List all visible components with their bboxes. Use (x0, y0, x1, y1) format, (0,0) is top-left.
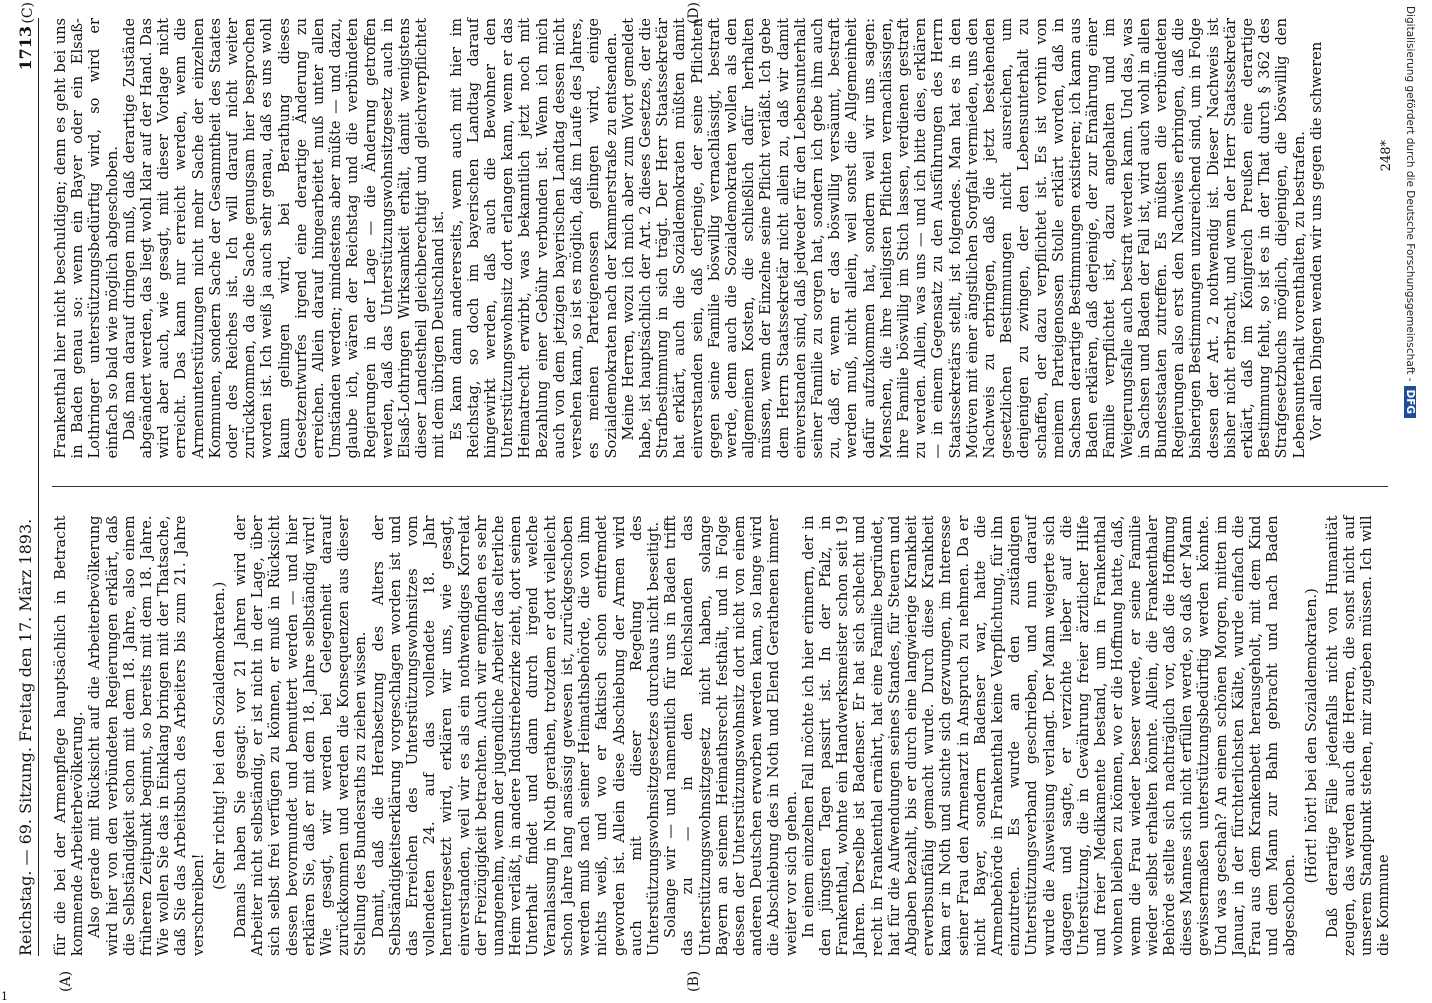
margin-marker-d: (D) (686, 2, 702, 25)
column-divider (52, 487, 1388, 488)
interjection: (Hört! hört! bei den Sozialdemokraten.) (1302, 588, 1320, 884)
paragraph: In einem einzelnen Fall möchte ich hier erinnern, der in den jüngsten Tagen passirt ist. In der Pfalz, in Frankenthal, wohnte ein Handwerksmeister schon seit 19 Jahren. Derselbe ist Badenser. Er hat sich schlecht und recht in Frankenthal ernährt, hat eine Familie begründet, hat für die Aufwendungen seines Standes, für Steuern und Abgaben bezahlt, bis er durch eine langwierige Krankheit erwerbsunfähig gemacht wurde. Durch diese Krankheit kam er in Noth und suchte sich gezwungen, im Interesse seiner Frau den Armenarzt in Anspruch zu nehmen. Da er nicht Bayer, sondern Badenser war, hatte die Armenbehörde in Frankenthal keine Verpflichtung, für ihn einzutreten. Es wurde an den zuständigen Unterstützungsverband geschrieben, und nun darauf wurde die Ausweisung verlangt. Der Mann weigerte sich dagegen und sagte, er verzichte lieber auf die Unterstützung, die in Gewährung freier ärztlicher Hilfe und freier Medikamente bestand, um in Frankenthal wohnen bleiben zu können, wo er die Hoffnung hatte, daß, wenn die Frau wieder besser werde, er seine Familie wieder selbst erhalten könnte. Allein, die Frankenthaler Behörde stellte sich nachträglich vor, daß die Hoffnung dieses Mannes sich nicht erfüllen werde, so daß der Mann gewissermaßen unterstützungsbedürftig werden könnte. Und was geschah? An einem schönen Morgen, mitten im Januar, in der fürchterlichsten Kälte, wurde einfach die Frau aus dem Krankenbett herausgeholt, mit dem Kind und dem Mann zur Bahn gebracht und nach Baden abgeschoben. (799, 515, 1299, 956)
paragraph: Meine Herren, wozu ich mich aber zum Wort gemeldet habe, ist hauptsächlich der Art. 2 dieses Gesetzes, der die Strafbestimmung in sich trägt. Der Herr Staatssekretär hat erklärt, auch die Sozialdemokraten müßten damit einverstanden sein, daß derjenige, der seine Pflichten gegen seine Familie böswillig vernachlässigt, bestraft werde, denn auch die Sozialdemokraten wollen als den allgemeinen Kosten, die schließlich dafür herhalten müssen, wenn der Einzelne seine Pflicht verläßt. Ich gebe dem Herrn Staatssekretär nicht allein zu, daß wir damit einverstanden sind, daß jedweder für den Lebensunterhalt seiner Familie zu sorgen hat, sondern ich gebe ihm auch zu, daß er, wenn er das böswillig versäumt, bestraft werden muß, nicht allein, weil sonst die Allgemeinheit dafür aufzukommen hat, sondern weil wir uns sagen: Menschen, die ihre heiligsten Pflichten vernachlässigen, ihre Familie böswillig im Stich lassen, verdienen gestraft zu werden. Allein, was uns — und ich bitte dies, erklären — in einem Gegensatz zu den Ausführungen des Herrn Staatssekretärs stellt, ist folgendes. Man hat es in den Motiven mit einer ängstlichen Sorgfalt vermieden, uns den Nachweis zu erbringen, daß die jetzt bestehenden gesetzlichen Bestimmungen nicht ausreichen, um denjenigen zu zwingen, der den Lebensunterhalt zu schaffen, der dazu verpflichtet ist. Es ist vorhin von meinem Parteigenossen Stolle erklärt worden, daß in Sachsen derartige Bestimmungen existieren; ich kann aus Baden erklären, daß derjenige, der zur Ernährung einer Familie verpflichtet ist, dazu angehalten und im Weigerungsfalle auch bestraft werden kann. Und das, was in Sachsen und Baden der Fall ist, wird auch wohl in allen Bundesstaaten zutreffen. Es müßten die verbündeten Regierungen also erst den Nachweis erbringen, daß die bisherigen Bestimmungen unzureichend sind, um in Folge dessen der Art. 2 nothwendig ist. Dieser Nachweis ist bisher nicht erbracht, und wenn der Herr Staatssekretär erklärt, daß im Königreich Preußen eine derartige Bestimmung fehlt, so ist es in der That durch § 362 des Strafgesetzbuchs möglich, diejenigen, die böswillig den Lebensunterhalt vorenthalten, zu bestrafen. (619, 18, 1308, 459)
paragraph: für die bei der Armenpflege hauptsächlich in Betracht kommende Arbeiterbevölkerung. (52, 515, 87, 956)
paragraph: Daß derartige Fälle jedenfalls nicht von Humanität zeugen, das werden auch die Herren, die sonst nicht auf unserem Standpunkt stehen, mir zugeben müssen. Ich will die Kommune (1323, 515, 1393, 956)
text-column-right (52, 18, 1388, 459)
sheet-signature: 248* (1379, 140, 1394, 172)
paragraph: Solange wir — und namentlich für uns in Baden trifft das zu — in den Reichslanden das Unterstützungswohnsitzgesetz nicht haben, solange Bayern an seinem Heimathsrecht festhält, und in Folge dessen der Unterstützungswohnsitz dort nicht von einem anderen Deutschen erworben werden kann, so lange wird die Abschiebung des in Noth und Elend Gerathenen immer weiter vor sich gehen. (662, 515, 800, 956)
page-header (12, 18, 39, 956)
paragraph: Vor allen Dingen wenden wir uns gegen die schweren (1307, 41, 1325, 441)
paragraph: Es kann dann andererseits, wenn auch mit hier im Reichstag, so doch im bayerischen Landtag darauf hingewirkt werden, daß auch die Bewohner den Unterstützungswohnsitz dort erlangen kann, wenn er das Heimatrecht erwirbt, was bekanntlich jetzt noch mit Bezahlung einer Gebühr verbunden ist. Wenn ich mich auch von dem jetzigen bayerischen Landtag dessen nicht versehen kann, so ist es möglich, daß im Laufe des Jahres, es meinen Parteigenossen gelingen wird, einige Sozialdemokraten nach der Kammerstraße zu entsenden. (447, 18, 620, 459)
dfg-logo: DFG (1404, 386, 1416, 419)
edge-page-fragment: 1 (1, 990, 8, 1003)
interjection: (Sehr richtig! bei den Sozialdemokraten.) (210, 581, 228, 890)
paragraph: Also gerade mit Rücksicht auf die Arbeiterbevölkerung wird hier von den verbündeten Regierungen erklärt, daß die Selbständigkeit schon mit dem 18. Jahre, also einem früheren Zeitpunkt beginnt, so bereits mit dem 18. Jahre. Wie wollen Sie das in Einklang bringen mit der Thatsache, daß Sie das Arbeitsbuch des Arbeiters bis zum 21. Jahre verschreiben! (86, 515, 207, 956)
header-title: Reichstag. — 69. Sitzung. Freitag den 17. März 1893. (16, 518, 35, 956)
digitization-attribution (1402, 6, 1416, 526)
text-column-left (52, 515, 1393, 957)
paragraph: Frankenthal hier nicht beschuldigen; denn es geht bei uns in Baden genau so: wenn ein Bayer oder ein Elsaß-Lothringer unterstützungsbedürftig wird, so wird er einfach so bald wie möglich abgeschoben. (52, 18, 121, 459)
paragraph: Damals haben Sie gesagt: vor 21 Jahren wird der Arbeiter nicht selbständig, er ist nicht in der Lage, über sich selbst frei verfügen zu können, er muß in Rücksicht dessen bevormundet und bemuttert werden — und hier erklären Sie, daß er mit dem 18. Jahre selbständig wird! Wie gesagt, wir werden bei Gelegenheit darauf zurückkommen und werden die Konsequenzen aus dieser Stellung des Bundesraths zu ziehen wissen. (232, 515, 370, 956)
margin-marker-b: (B) (686, 970, 702, 992)
paragraph: Daß man darauf dringen muß, daß derartige Zustände abgeändert werden, das liegt wohl klar auf der Hand. Das wird aber auch, wie gesagt, mit dieser Vorlage nicht erreicht. Das kann nur erreicht werden, wenn die Armenunterstützungen nicht mehr Sache der einzelnen Kommunen, sondern Sache der Gesammtheit des Staates oder des Reiches ist. Ich will darauf nicht weiter zurückkommen, da die Sache genugsam hier besprochen worden ist. Ich weiß ja auch sehr genau, daß es uns wohl kaum gelingen wird, bei Berathung dieses Gesetzentwurfes irgend eine derartige Änderung zu erreichen. Allein darauf hingearbeitet muß unter allen Umständen werden; mindestens aber müßte — und dazu, glaube ich, wären der Reichstag und die verbündeten Regierungen in der Lage — die Änderung getroffen werden, daß das Unterstützungswohnsitzgesetz auch in Elsaß-Lothringen Wirksamkeit erhält, damit wenigstens dieser Landestheil gleichberechtigt und gleichverpflichtet mit dem übrigen Deutschland ist. (120, 18, 448, 459)
attribution-text: Digitalisierung gefördert durch die Deutsche Forschungsgemeinschaft - (1404, 6, 1416, 382)
text-columns (52, 18, 1393, 956)
margin-marker-c: (C) (20, 2, 36, 24)
paragraph: Damit, daß die Herabsetzung des Alters der Selbständigkeitserklärung vorgeschlagen worden ist und das Erreichen des Unterstützungswohnsitzes vom vollendeten 24. auf das vollendete 18. Jahr heruntergesetzt wird, erklären wir uns, wie gesagt, einverstanden, weil wir es als ein nothwendiges Korrelat der Freizügigkeit betrachten. Auch wir empfinden es sehr unangenehm, wenn der jugendliche Arbeiter das elterliche Heim verläßt, in andere Industriebezirke zieht, dort seinen Unterhalt findet und dann durch irgend welche Veranlassung in Noth gerathen, trotzdem er dort vielleicht schon Jahre lang ansässig gewesen ist, zurückgeschoben werden muß nach seiner Heimathsbehörde, die von ihm nichts weiß, und wo er faktisch schon entfremdet geworden ist. Allein diese Abschiebung der Armen wird auch mit dieser Regelung des Unterstützungswohnsitzgesetzes durchaus nicht beseitigt. (369, 515, 662, 956)
page-number: 1713 (16, 26, 35, 71)
margin-marker-a: (A) (58, 970, 74, 992)
